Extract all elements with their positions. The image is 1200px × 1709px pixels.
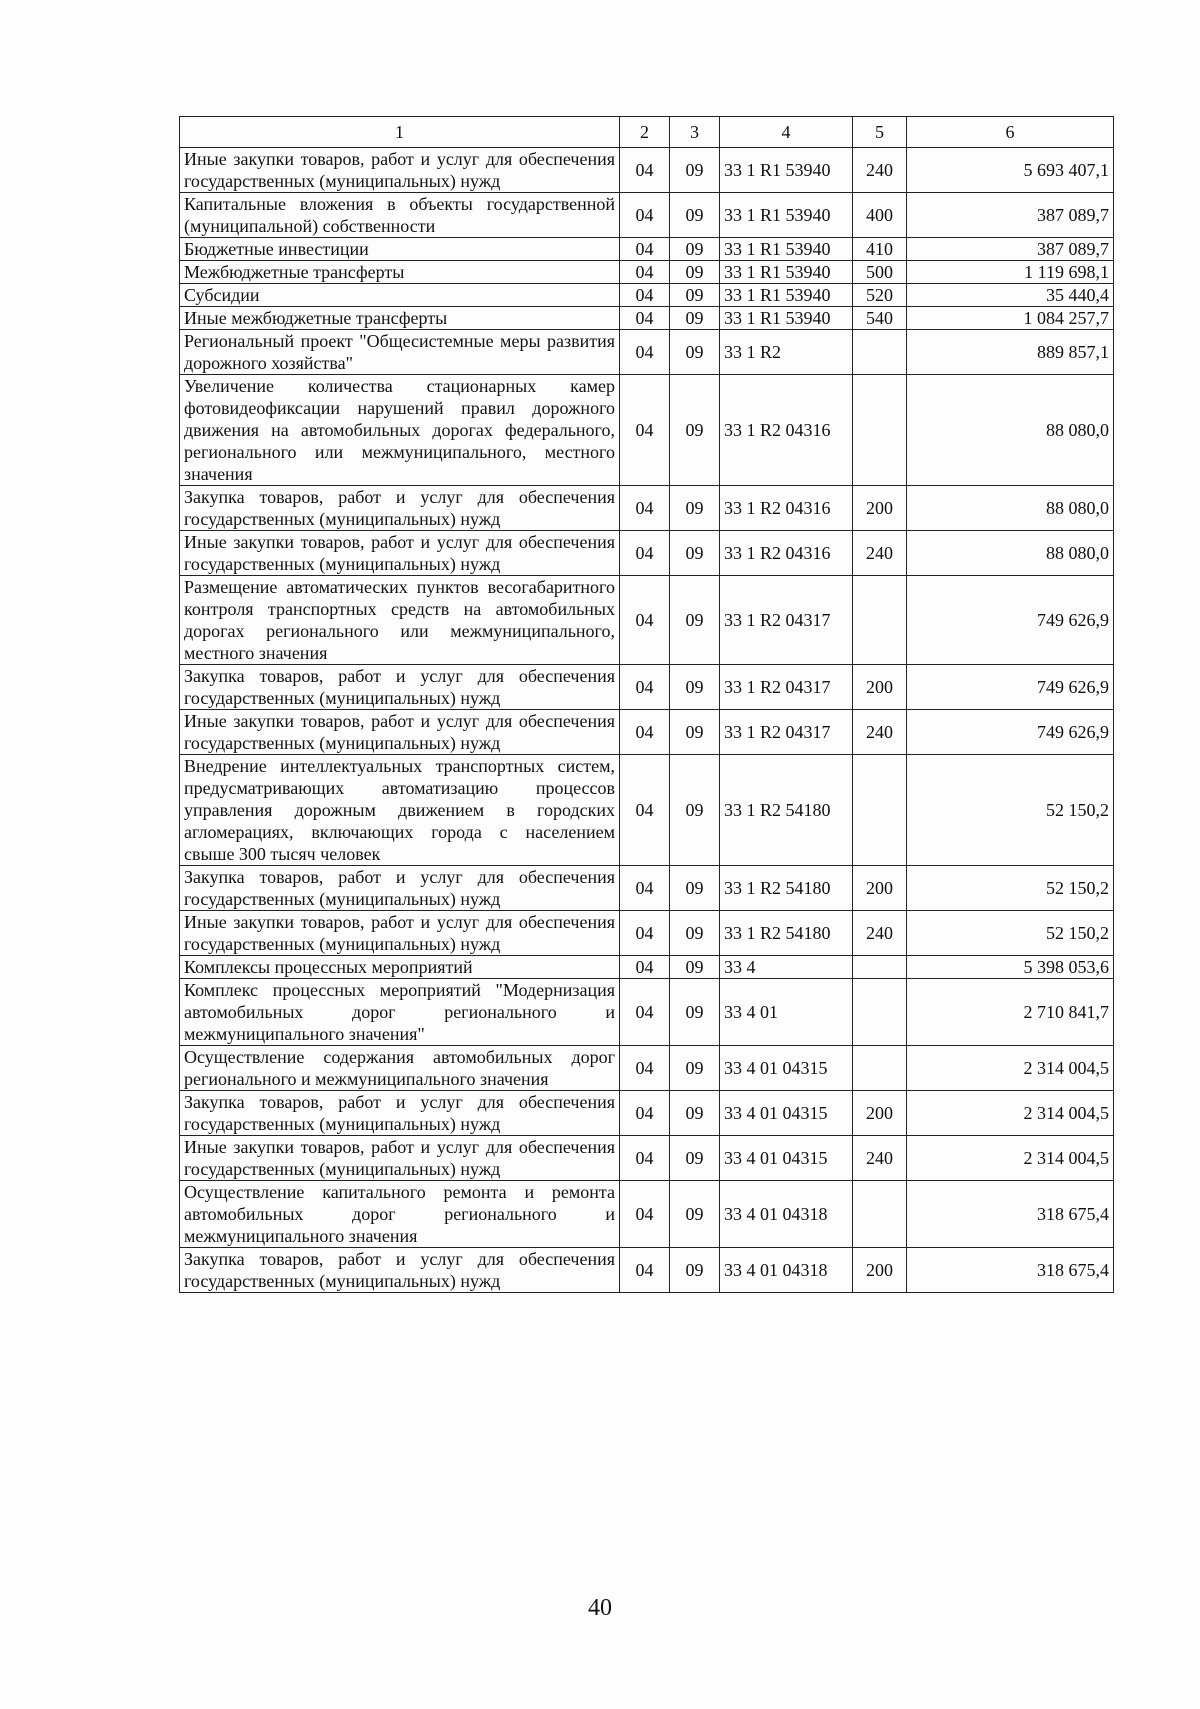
row-name-cell: Комплексы процессных мероприятий <box>180 956 620 979</box>
subsection-code-cell: 09 <box>670 755 720 866</box>
target-article-cell: 33 1 R2 54180 <box>720 755 853 866</box>
header-row <box>180 117 1114 148</box>
table-row <box>180 238 1114 261</box>
target-article-cell: 33 4 01 <box>720 979 853 1046</box>
subsection-code-cell: 09 <box>670 665 720 710</box>
expense-type-cell: 200 <box>853 1091 907 1136</box>
amount-cell: 5 398 053,6 <box>907 956 1114 979</box>
expense-type-cell: 200 <box>853 1248 907 1293</box>
page-number: 40 <box>588 1595 612 1621</box>
table-row <box>180 284 1114 307</box>
table-row <box>180 1136 1114 1181</box>
amount-cell: 5 693 407,1 <box>907 148 1114 193</box>
target-article-cell: 33 4 01 04318 <box>720 1248 853 1293</box>
expense-type-cell: 240 <box>853 531 907 576</box>
table-row <box>180 375 1114 486</box>
section-code-cell: 04 <box>620 284 670 307</box>
amount-cell: 387 089,7 <box>907 193 1114 238</box>
target-article-cell: 33 1 R1 53940 <box>720 284 853 307</box>
amount-cell: 88 080,0 <box>907 531 1114 576</box>
expense-type-cell <box>853 1181 907 1248</box>
expense-type-cell: 540 <box>853 307 907 330</box>
row-name-cell: Иные закупки товаров, работ и услуг для обеспечения государственных (муниципальных) нужд <box>180 710 620 755</box>
section-code-cell: 04 <box>620 375 670 486</box>
expense-type-cell <box>853 956 907 979</box>
expense-type-cell <box>853 755 907 866</box>
target-article-cell: 33 1 R2 04317 <box>720 665 853 710</box>
section-code-cell: 04 <box>620 307 670 330</box>
target-article-cell: 33 1 R1 53940 <box>720 238 853 261</box>
target-article-cell: 33 1 R1 53940 <box>720 193 853 238</box>
expense-type-cell: 200 <box>853 486 907 531</box>
expense-type-cell <box>853 375 907 486</box>
column-header-5: 5 <box>853 117 907 148</box>
row-name-cell: Закупка товаров, работ и услуг для обеспечения государственных (муниципальных) нужд <box>180 866 620 911</box>
subsection-code-cell: 09 <box>670 148 720 193</box>
table-row <box>180 148 1114 193</box>
expense-type-cell <box>853 330 907 375</box>
row-name-cell: Комплекс процессных мероприятий "Модернизация автомобильных дорог регионального и межмуниципального значения" <box>180 979 620 1046</box>
section-code-cell: 04 <box>620 261 670 284</box>
section-code-cell: 04 <box>620 956 670 979</box>
table-row <box>180 261 1114 284</box>
row-name-cell: Осуществление содержания автомобильных дорог регионального и межмуниципального значения <box>180 1046 620 1091</box>
row-name-cell: Иные закупки товаров, работ и услуг для обеспечения государственных (муниципальных) нужд <box>180 531 620 576</box>
amount-cell: 35 440,4 <box>907 284 1114 307</box>
amount-cell: 1 084 257,7 <box>907 307 1114 330</box>
section-code-cell: 04 <box>620 866 670 911</box>
section-code-cell: 04 <box>620 330 670 375</box>
row-name-cell: Закупка товаров, работ и услуг для обеспечения государственных (муниципальных) нужд <box>180 486 620 531</box>
table-row <box>180 866 1114 911</box>
table-row <box>180 307 1114 330</box>
table-row <box>180 1091 1114 1136</box>
table-row <box>180 755 1114 866</box>
row-name-cell: Иные межбюджетные трансферты <box>180 307 620 330</box>
target-article-cell: 33 1 R2 04316 <box>720 486 853 531</box>
section-code-cell: 04 <box>620 486 670 531</box>
section-code-cell: 04 <box>620 755 670 866</box>
amount-cell: 749 626,9 <box>907 710 1114 755</box>
target-article-cell: 33 4 01 04318 <box>720 1181 853 1248</box>
target-article-cell: 33 4 01 04315 <box>720 1136 853 1181</box>
section-code-cell: 04 <box>620 979 670 1046</box>
subsection-code-cell: 09 <box>670 1046 720 1091</box>
amount-cell: 88 080,0 <box>907 375 1114 486</box>
target-article-cell: 33 1 R2 04317 <box>720 710 853 755</box>
target-article-cell: 33 1 R2 04317 <box>720 576 853 665</box>
row-name-cell: Иные закупки товаров, работ и услуг для обеспечения государственных (муниципальных) нужд <box>180 1136 620 1181</box>
target-article-cell: 33 4 01 04315 <box>720 1046 853 1091</box>
amount-cell: 2 710 841,7 <box>907 979 1114 1046</box>
subsection-code-cell: 09 <box>670 330 720 375</box>
column-header-4: 4 <box>720 117 853 148</box>
table-row <box>180 531 1114 576</box>
table-row <box>180 665 1114 710</box>
column-header-1: 1 <box>180 117 620 148</box>
subsection-code-cell: 09 <box>670 531 720 576</box>
subsection-code-cell: 09 <box>670 284 720 307</box>
section-code-cell: 04 <box>620 1136 670 1181</box>
section-code-cell: 04 <box>620 238 670 261</box>
amount-cell: 2 314 004,5 <box>907 1091 1114 1136</box>
amount-cell: 88 080,0 <box>907 486 1114 531</box>
section-code-cell: 04 <box>620 1181 670 1248</box>
section-code-cell: 04 <box>620 1091 670 1136</box>
section-code-cell: 04 <box>620 911 670 956</box>
row-name-cell: Осуществление капитального ремонта и ремонта автомобильных дорог регионального и межмуниципального значения <box>180 1181 620 1248</box>
section-code-cell: 04 <box>620 531 670 576</box>
table-row <box>180 486 1114 531</box>
row-name-cell: Межбюджетные трансферты <box>180 261 620 284</box>
amount-cell: 52 150,2 <box>907 866 1114 911</box>
target-article-cell: 33 1 R2 54180 <box>720 911 853 956</box>
table-row <box>180 1181 1114 1248</box>
subsection-code-cell: 09 <box>670 375 720 486</box>
target-article-cell: 33 4 01 04315 <box>720 1091 853 1136</box>
amount-cell: 52 150,2 <box>907 911 1114 956</box>
table-row <box>180 193 1114 238</box>
table-row <box>180 710 1114 755</box>
row-name-cell: Закупка товаров, работ и услуг для обеспечения государственных (муниципальных) нужд <box>180 1091 620 1136</box>
table-row <box>180 1046 1114 1091</box>
amount-cell: 2 314 004,5 <box>907 1046 1114 1091</box>
section-code-cell: 04 <box>620 576 670 665</box>
subsection-code-cell: 09 <box>670 261 720 284</box>
expense-type-cell: 400 <box>853 193 907 238</box>
row-name-cell: Иные закупки товаров, работ и услуг для обеспечения государственных (муниципальных) нужд <box>180 911 620 956</box>
target-article-cell: 33 1 R1 53940 <box>720 307 853 330</box>
target-article-cell: 33 1 R1 53940 <box>720 261 853 284</box>
section-code-cell: 04 <box>620 710 670 755</box>
expense-type-cell: 240 <box>853 148 907 193</box>
expense-type-cell: 240 <box>853 710 907 755</box>
column-header-2: 2 <box>620 117 670 148</box>
column-header-6: 6 <box>907 117 1114 148</box>
row-name-cell: Размещение автоматических пунктов весогабаритного контроля транспортных средств на автомобильных дорогах регионального или межмуниципального, местного значения <box>180 576 620 665</box>
table-row <box>180 1248 1114 1293</box>
subsection-code-cell: 09 <box>670 956 720 979</box>
target-article-cell: 33 4 <box>720 956 853 979</box>
subsection-code-cell: 09 <box>670 486 720 531</box>
amount-cell: 387 089,7 <box>907 238 1114 261</box>
subsection-code-cell: 09 <box>670 1136 720 1181</box>
row-name-cell: Капитальные вложения в объекты государственной (муниципальной) собственности <box>180 193 620 238</box>
section-code-cell: 04 <box>620 148 670 193</box>
target-article-cell: 33 1 R2 04316 <box>720 375 853 486</box>
table-row <box>180 911 1114 956</box>
target-article-cell: 33 1 R2 04316 <box>720 531 853 576</box>
subsection-code-cell: 09 <box>670 193 720 238</box>
table-row <box>180 956 1114 979</box>
section-code-cell: 04 <box>620 1248 670 1293</box>
expense-type-cell <box>853 979 907 1046</box>
subsection-code-cell: 09 <box>670 307 720 330</box>
amount-cell: 2 314 004,5 <box>907 1136 1114 1181</box>
expense-type-cell: 240 <box>853 1136 907 1181</box>
column-header-3: 3 <box>670 117 720 148</box>
amount-cell: 318 675,4 <box>907 1248 1114 1293</box>
row-name-cell: Региональный проект "Общесистемные меры развития дорожного хозяйства" <box>180 330 620 375</box>
subsection-code-cell: 09 <box>670 979 720 1046</box>
subsection-code-cell: 09 <box>670 866 720 911</box>
expense-type-cell: 200 <box>853 665 907 710</box>
section-code-cell: 04 <box>620 665 670 710</box>
row-name-cell: Иные закупки товаров, работ и услуг для обеспечения государственных (муниципальных) нужд <box>180 148 620 193</box>
row-name-cell: Субсидии <box>180 284 620 307</box>
subsection-code-cell: 09 <box>670 1248 720 1293</box>
row-name-cell: Бюджетные инвестиции <box>180 238 620 261</box>
amount-cell: 1 119 698,1 <box>907 261 1114 284</box>
row-name-cell: Внедрение интеллектуальных транспортных систем, предусматривающих автоматизацию процессов управления дорожным движением в городских агломерациях, включающих города с населением свыше 300 тысяч человек <box>180 755 620 866</box>
table-row <box>180 330 1114 375</box>
amount-cell: 52 150,2 <box>907 755 1114 866</box>
subsection-code-cell: 09 <box>670 576 720 665</box>
subsection-code-cell: 09 <box>670 911 720 956</box>
subsection-code-cell: 09 <box>670 710 720 755</box>
expense-type-cell: 500 <box>853 261 907 284</box>
subsection-code-cell: 09 <box>670 1091 720 1136</box>
table-body <box>180 148 1114 1293</box>
expense-type-cell: 200 <box>853 866 907 911</box>
amount-cell: 318 675,4 <box>907 1181 1114 1248</box>
expense-type-cell <box>853 1046 907 1091</box>
expense-type-cell <box>853 576 907 665</box>
expense-type-cell: 410 <box>853 238 907 261</box>
section-code-cell: 04 <box>620 1046 670 1091</box>
row-name-cell: Увеличение количества стационарных камер фотовидеофиксации нарушений правил дорожного движения на автомобильных дорогах федерального, регионального или межмуниципального, местного значения <box>180 375 620 486</box>
target-article-cell: 33 1 R2 54180 <box>720 866 853 911</box>
budget-table <box>179 116 1114 1293</box>
table-row <box>180 979 1114 1046</box>
amount-cell: 749 626,9 <box>907 665 1114 710</box>
subsection-code-cell: 09 <box>670 1181 720 1248</box>
section-code-cell: 04 <box>620 193 670 238</box>
target-article-cell: 33 1 R1 53940 <box>720 148 853 193</box>
expense-type-cell: 520 <box>853 284 907 307</box>
subsection-code-cell: 09 <box>670 238 720 261</box>
table-row <box>180 576 1114 665</box>
row-name-cell: Закупка товаров, работ и услуг для обеспечения государственных (муниципальных) нужд <box>180 1248 620 1293</box>
row-name-cell: Закупка товаров, работ и услуг для обеспечения государственных (муниципальных) нужд <box>180 665 620 710</box>
amount-cell: 889 857,1 <box>907 330 1114 375</box>
expense-type-cell: 240 <box>853 911 907 956</box>
target-article-cell: 33 1 R2 <box>720 330 853 375</box>
amount-cell: 749 626,9 <box>907 576 1114 665</box>
